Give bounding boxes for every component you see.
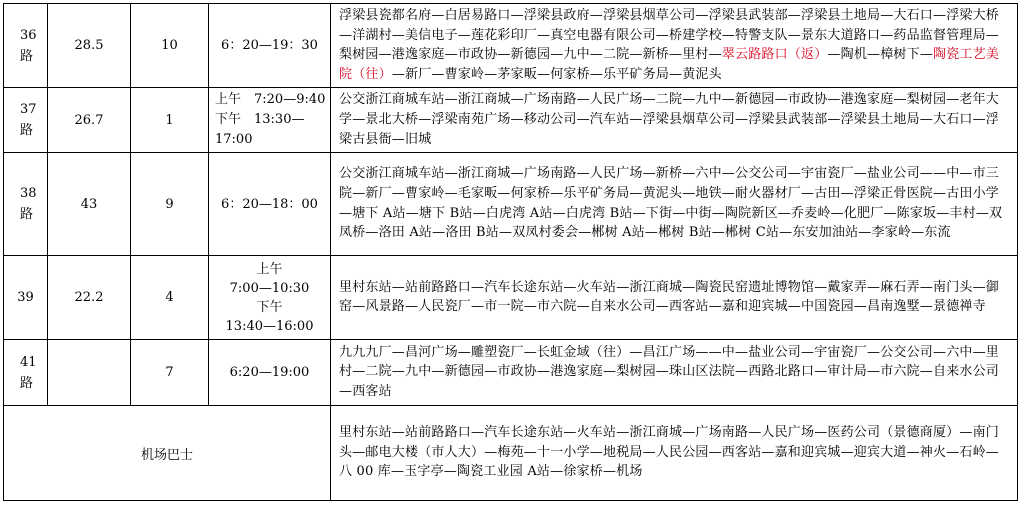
operating-time: 6：20—19：30: [209, 4, 331, 88]
time-morning: 7:00—10:30: [229, 280, 310, 296]
stop-list: 里村东站—站前路路口—汽车长途东站—火车站—浙江商城—广场南路—人民广场—医药公司（景德商厦）—南门头—邮电大楼（市人大）—梅苑—十一小学—地税局—人民公园—西客站—嘉和迎宾城—迎宾大道—神火—石岭—八 00 库—玉字亭—陶瓷工业园 A站—徐家桥—机场: [331, 406, 1018, 501]
route-length: 22.2: [48, 256, 131, 340]
bus-count: 4: [131, 256, 209, 340]
bus-count: 7: [131, 340, 209, 406]
stops-text: 浮梁县瓷都名府—白居易路口—浮梁县政府—浮梁县烟草公司—浮梁县武装部—浮梁县土地局—大石口—浮梁大桥—洋湖村—美信电子—莲花彩印厂—真空电器有限公司—桥建学校—特警支队—景东大道路口—药品监督管理局—梨树园—港逸家庭—市政协—新德园—九中—二院—新桥—里村—: [339, 8, 1000, 63]
time-afternoon-label: 下午: [256, 299, 283, 315]
time-afternoon: 下午 13:30—17:00: [215, 112, 305, 148]
route-length: [48, 340, 131, 406]
route-number: 36路: [4, 4, 48, 88]
stop-list: 里村东站—站前路路口—汽车长途东站—火车站—浙江商城—陶瓷民窑遗址博物馆—戴家弄—麻石弄—南门头—御窑—风景路—人民瓷厂—市一院—市六院—自来水公司—西客站—嘉和迎宾城—中国瓷园—昌南逸墅—景德禅寺: [331, 256, 1018, 340]
stop-list: [331, 4, 1018, 88]
stops-highlight: 翠云路路口（返）: [721, 47, 828, 63]
route-number: 38路: [4, 153, 48, 256]
route-number: 41路: [4, 340, 48, 406]
route-number: 37路: [4, 88, 48, 153]
table-row: [4, 340, 1018, 406]
time-morning-label: 上午: [256, 261, 283, 277]
table-row: [4, 153, 1018, 256]
bus-count: 1: [131, 88, 209, 153]
route-number: 39: [4, 256, 48, 340]
route-length: 43: [48, 153, 131, 256]
route-length: 28.5: [48, 4, 131, 88]
route-name: 机场巴士: [4, 406, 331, 501]
stop-list: 九九九厂—昌河广场—雕塑瓷厂—长虹金域（往）—昌江广场——中—盐业公司—宇宙瓷厂—公交公司—六中—里村—二院—九中—新德园—市政协—港逸家庭—梨树园—珠山区法院—西路北路口—审计局—市六院—自来水公司—西客站: [331, 340, 1018, 406]
time-afternoon: 13:40—16:00: [225, 318, 314, 334]
stops-highlight: 陶瓷工艺美院（往）: [339, 47, 1000, 82]
time-morning: 上午 7:20—9:40: [215, 92, 326, 108]
stop-list: 公交浙江商城车站—浙江商城—广场南路—人民广场—二院—九中—新德园—市政协—港逸家庭—梨树园—老年大学—景北大桥—浮梁南苑广场—移动公司—汽车站—浮梁县烟草公司—浮梁县武装部—浮梁县土地局—大石口—浮梁古县衙—旧城: [331, 88, 1018, 153]
operating-time: [209, 256, 331, 340]
operating-time: [209, 88, 331, 153]
operating-time: 6:20—19:00: [209, 340, 331, 406]
route-length: 26.7: [48, 88, 131, 153]
table-row: [4, 4, 1018, 88]
bus-route-table: [3, 3, 1018, 501]
operating-time: 6：20—18：00: [209, 153, 331, 256]
table-row: [4, 406, 1018, 501]
stops-text: —新厂—曹家岭—茅家畈—何家桥—乐平矿务局—黄泥头: [391, 66, 722, 82]
bus-count: 9: [131, 153, 209, 256]
stops-text: —陶机—樟树下—: [827, 47, 934, 63]
stop-list: 公交浙江商城车站—浙江商城—广场南路—人民广场—新桥—六中—公交公司—宇宙瓷厂—盐业公司——中—市三院—新厂—曹家岭—毛家畈—何家桥—乐平矿务局—黄泥头—地铁—耐火器材厂—古田—浮梁正骨医院—古田小学—塘下 A站—塘下 B站—白虎湾 A站—白虎湾 B站—下街—中街—陶院新区—乔麦岭—化肥厂—陈家坂—丰村—双凤桥—洛田 A站—洛田 B站—双凤村委会—郴树 A站—郴树 B站—郴树 C站—东安加油站—李家岭—东流: [331, 153, 1018, 256]
table-row: [4, 256, 1018, 340]
table-row: [4, 88, 1018, 153]
bus-count: 10: [131, 4, 209, 88]
